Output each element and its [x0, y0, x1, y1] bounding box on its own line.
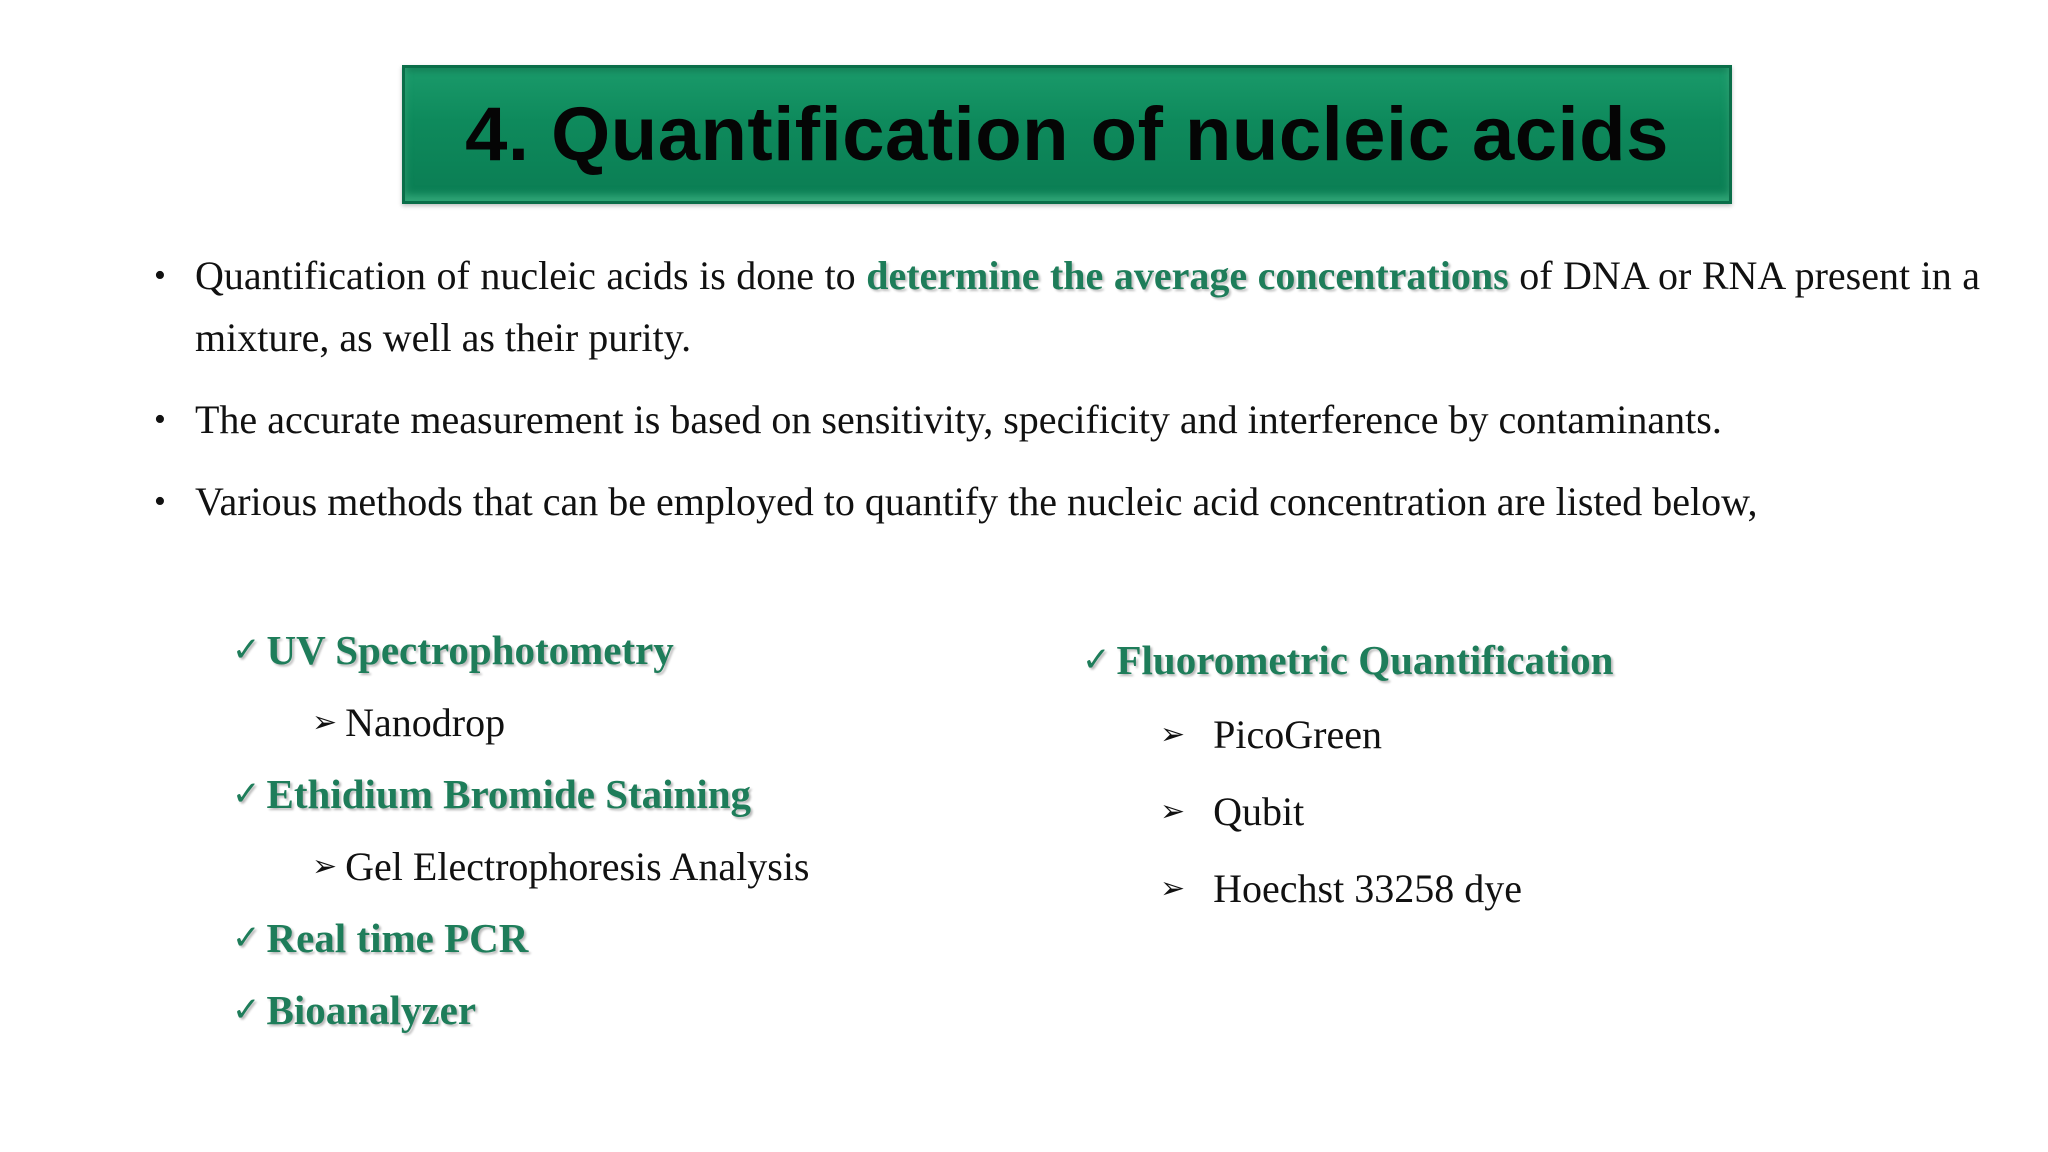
method-real-time-pcr [232, 902, 810, 974]
method-label: Real time PCR [266, 915, 529, 961]
sub-method-label: Hoechst 33258 dye [1213, 866, 1522, 911]
bullet-dot-icon: • [154, 257, 166, 294]
bullet-dot-icon: • [154, 483, 166, 520]
sub-method-label: Nanodrop [345, 699, 506, 745]
method-bioanalyzer [232, 974, 810, 1046]
bullet-2-text: The accurate measurement is based on sensitivity, specificity and interference by contaminants. [195, 397, 1722, 442]
method-uv-spectrophotometry [232, 614, 810, 686]
sub-method-label: Gel Electrophoresis Analysis [345, 843, 810, 889]
check-icon: ✓ [232, 990, 261, 1030]
method-label: Bioanalyzer [266, 987, 477, 1033]
arrow-bullet-icon: ➢ [312, 848, 338, 884]
right-methods-column [1082, 624, 1613, 927]
method-fluorometric-quantification [1082, 624, 1613, 696]
bullet-1-highlight: determine the average concentrations [866, 253, 1509, 298]
sub-method-hoechst [1082, 850, 1613, 927]
sub-method-label: PicoGreen [1213, 712, 1382, 757]
sub-method-picogreen [1082, 696, 1613, 773]
title-banner [402, 65, 1732, 204]
bullet-item-2 [150, 389, 1980, 451]
check-icon: ✓ [1082, 640, 1111, 680]
check-icon: ✓ [232, 774, 261, 814]
sub-method-label: Qubit [1213, 789, 1305, 834]
bullet-1-text-end: of DNA or RNA present in a mixture, as well as their purity. [195, 253, 1981, 360]
sub-method-gel-electrophoresis [232, 830, 810, 902]
arrow-bullet-icon: ➢ [312, 704, 338, 740]
bullet-item-3 [150, 471, 1980, 533]
left-methods-column [232, 614, 810, 1046]
sub-method-qubit [1082, 773, 1613, 850]
bullet-item-1 [150, 245, 1980, 369]
check-icon: ✓ [232, 630, 261, 670]
arrow-bullet-icon: ➢ [1160, 717, 1186, 752]
arrow-bullet-icon: ➢ [1160, 794, 1186, 829]
bullet-1-text-start: Quantification of nucleic acids is done to [195, 253, 867, 298]
bullet-dot-icon: • [154, 401, 166, 438]
bullet-list [150, 245, 1980, 553]
arrow-bullet-icon: ➢ [1160, 871, 1186, 906]
sub-method-nanodrop [232, 686, 810, 758]
method-label: Fluorometric Quantification [1116, 637, 1614, 683]
check-icon: ✓ [232, 918, 261, 958]
method-label: Ethidium Bromide Staining [266, 771, 752, 817]
bullet-3-text: Various methods that can be employed to quantify the nucleic acid concentration are listed below, [195, 479, 1758, 524]
slide-title: 4. Quantification of nucleic acids [465, 92, 1669, 177]
method-label: UV Spectrophotometry [266, 627, 674, 673]
method-ethidium-bromide-staining [232, 758, 810, 830]
